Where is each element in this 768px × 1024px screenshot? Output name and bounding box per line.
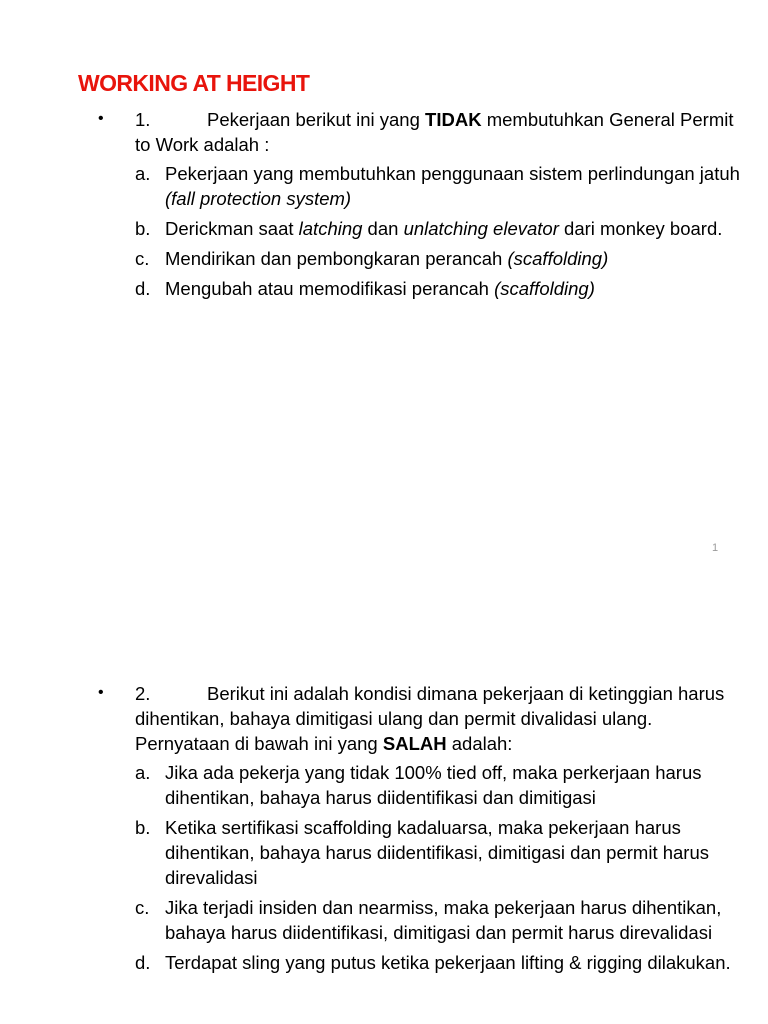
option-letter: d. xyxy=(135,278,151,299)
question-emphasis: SALAH xyxy=(382,733,447,754)
option-text: Mengubah atau memodifikasi perancah xyxy=(165,278,495,299)
option-text: dan xyxy=(362,218,404,239)
option-letter: a. xyxy=(135,163,151,184)
question-number: 2. xyxy=(135,683,151,704)
option-item xyxy=(135,216,748,241)
question-prefix: Berikut ini adalah kondisi dimana pekerjaan di ketinggian harus dihentikan, bahaya dimitigasi ulang dan permit divalidasi ulang. Pernyataan di bawah ini yang xyxy=(135,683,725,754)
option-text: dari monkey board. xyxy=(558,218,723,239)
option-letter: c. xyxy=(135,897,150,918)
option-item xyxy=(135,760,748,810)
option-italic-text: (fall protection system) xyxy=(165,188,352,209)
bullet-icon: • xyxy=(98,110,104,127)
option-list xyxy=(135,161,748,301)
option-item xyxy=(135,895,748,945)
option-item xyxy=(135,815,748,890)
question-suffix: membutuhkan General Permit to Work adalah : xyxy=(135,109,734,155)
option-italic-text: (scaffolding) xyxy=(494,278,595,299)
bullet-icon: • xyxy=(98,684,104,701)
option-item xyxy=(135,161,748,211)
option-text: Jika terjadi insiden dan nearmiss, maka pekerjaan harus dihentikan, bahaya harus diidentifikasi, dimitigasi dan permit harus direvalidasi xyxy=(165,897,722,943)
option-text: Mendirikan dan pembongkaran perancah xyxy=(165,248,508,269)
option-item xyxy=(135,246,748,271)
question-emphasis: TIDAK xyxy=(425,109,482,130)
question-2 xyxy=(98,681,748,980)
option-text: Derickman saat xyxy=(165,218,299,239)
page-number: 1 xyxy=(712,542,719,554)
option-item xyxy=(135,276,748,301)
option-italic-text: latching xyxy=(298,218,363,239)
question-1 xyxy=(98,107,748,306)
option-text: Terdapat sling yang putus ketika pekerjaan lifting & rigging dilakukan. xyxy=(165,952,731,973)
question-text xyxy=(135,107,748,157)
option-letter: d. xyxy=(135,952,151,973)
question-prefix: Pekerjaan berikut ini yang xyxy=(207,109,426,130)
question-suffix: adalah: xyxy=(446,733,513,754)
question-number: 1. xyxy=(135,109,151,130)
page-title: WORKING AT HEIGHT xyxy=(78,70,310,96)
question-text xyxy=(135,681,748,756)
option-text: Ketika sertifikasi scaffolding kadaluarsa, maka pekerjaan harus dihentikan, bahaya harus diidentifikasi, dimitigasi dan permit harus direvalidasi xyxy=(165,817,709,888)
option-text: Pekerjaan yang membutuhkan penggunaan sistem perlindungan jatuh xyxy=(165,163,740,184)
option-item xyxy=(135,950,748,975)
option-italic-text: (scaffolding) xyxy=(507,248,609,269)
option-letter: a. xyxy=(135,762,151,783)
option-letter: c. xyxy=(135,248,150,269)
option-italic-text: unlatching elevator xyxy=(403,218,559,239)
option-list xyxy=(135,760,748,975)
option-text: Jika ada pekerja yang tidak 100% tied off, maka perkerjaan harus dihentikan, bahaya harus diidentifikasi dan dimitigasi xyxy=(165,762,702,808)
option-letter: b. xyxy=(135,218,151,239)
option-letter: b. xyxy=(135,817,151,838)
